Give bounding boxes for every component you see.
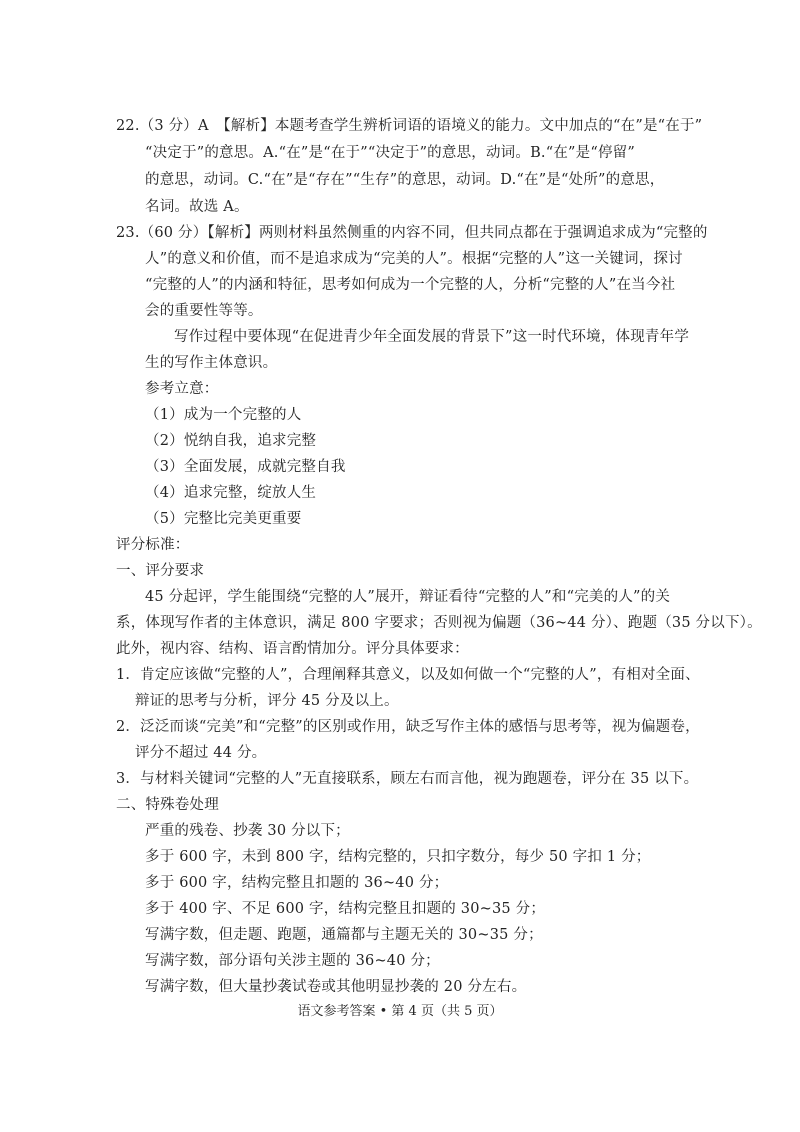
- q23-para2-line-2: 生的写作主体意识。: [145, 355, 278, 371]
- requirement-1-line-2: 辩证的思考与分析，评分 45 分及以上。: [135, 693, 399, 709]
- section-1-para-line-2: 系，体现写作者的主体意识，满足 800 字要求；否则视为偏题（36~44 分）、跑题（35 分以下）。: [116, 615, 762, 631]
- reference-idea-2: （2）悦纳自我，追求完整: [145, 433, 317, 449]
- q23-para2-line-1: 写作过程中要体现“在促进青少年全面发展的背景下”这一时代环境，体现青年学: [174, 329, 690, 345]
- scoring-standard-title: 评分标准：: [116, 537, 190, 553]
- special-case-4: 多于 400 字、不足 600 字，结构完整且扣题的 30~35 分；: [145, 901, 546, 917]
- section-1-para-line-1: 45 分起评，学生能围绕“完整的人”展开，辩证看待“完整的人”和“完美的人”的关: [145, 589, 671, 605]
- q23-line-4: 会的重要性等等。: [145, 303, 263, 319]
- q22-line-2: “决定于”的意思。A.“在”是“在于”“决定于”的意思，动词。B.“在”是“停留”: [145, 145, 635, 161]
- reference-idea-5: （5）完整比完美更重要: [145, 511, 302, 527]
- special-case-1: 严重的残卷、抄袭 30 分以下；: [145, 823, 350, 839]
- q23-line-2: 人”的意义和价值，而不是追求成为“完美的人”。根据“完整的人”这一关键词，探讨: [145, 251, 683, 267]
- q23-line-1: 23.（60 分）【解析】两则材料虽然侧重的内容不同，但共同点都在于强调追求成为“完整的: [116, 225, 708, 241]
- section-1-title: 一、评分要求: [116, 563, 205, 579]
- requirement-2-line-2: 评分不超过 44 分。: [135, 745, 267, 761]
- q22-line-4: 名词。故选 A。: [145, 199, 249, 215]
- special-case-2: 多于 600 字，未到 800 字，结构完整的，只扣字数分，每少 50 字扣 1 分；: [145, 849, 651, 865]
- reference-idea-4: （4）追求完整，绽放人生: [145, 485, 317, 501]
- reference-ideas-title: 参考立意：: [145, 381, 219, 397]
- requirement-1-line-1: 1．肯定应该做“完整的人”，合理阐释其意义，以及如何做一个“完整的人”，有相对全面、: [116, 667, 700, 683]
- reference-idea-3: （3）全面发展，成就完整自我: [145, 459, 346, 475]
- section-1-para-line-3: 此外，视内容、结构、语言酌情加分。评分具体要求：: [116, 641, 469, 657]
- reference-idea-1: （1）成为一个完整的人: [145, 407, 302, 423]
- q22-line-3: 的意思，动词。C.“在”是“存在”“生存”的意思，动词。D.“在”是“处所”的意思，: [145, 172, 665, 188]
- special-case-5: 写满字数，但走题、跑题，通篇都与主题无关的 30~35 分；: [145, 927, 543, 943]
- requirement-2-line-1: 2．泛泛而谈“完美”和“完整”的区别或作用，缺乏写作主体的感悟与思考等，视为偏题卷，: [116, 719, 700, 735]
- q23-line-3: “完整的人”的内涵和特征，思考如何成为一个完整的人，分析“完整的人”在当今社: [145, 277, 676, 293]
- q22-line-1: 22.（3 分）A 【解析】本题考查学生辨析词语的语境义的能力。文中加点的“在”是“在于”: [116, 118, 703, 134]
- special-case-3: 多于 600 字，结构完整且扣题的 36~40 分；: [145, 875, 449, 891]
- special-case-6: 写满字数，部分语句关涉主题的 36~40 分；: [145, 953, 440, 969]
- requirement-3-line-1: 3．与材料关键词“完整的人”无直接联系，顾左右而言他，视为跑题卷，评分在 35 以下。: [116, 771, 699, 787]
- section-2-title: 二、特殊卷处理: [116, 797, 219, 813]
- page-footer: 语文参考答案 • 第 4 页（共 5 页）: [297, 1004, 503, 1019]
- special-case-7: 写满字数，但大量抄袭试卷或其他明显抄袭的 20 分左右。: [145, 979, 527, 995]
